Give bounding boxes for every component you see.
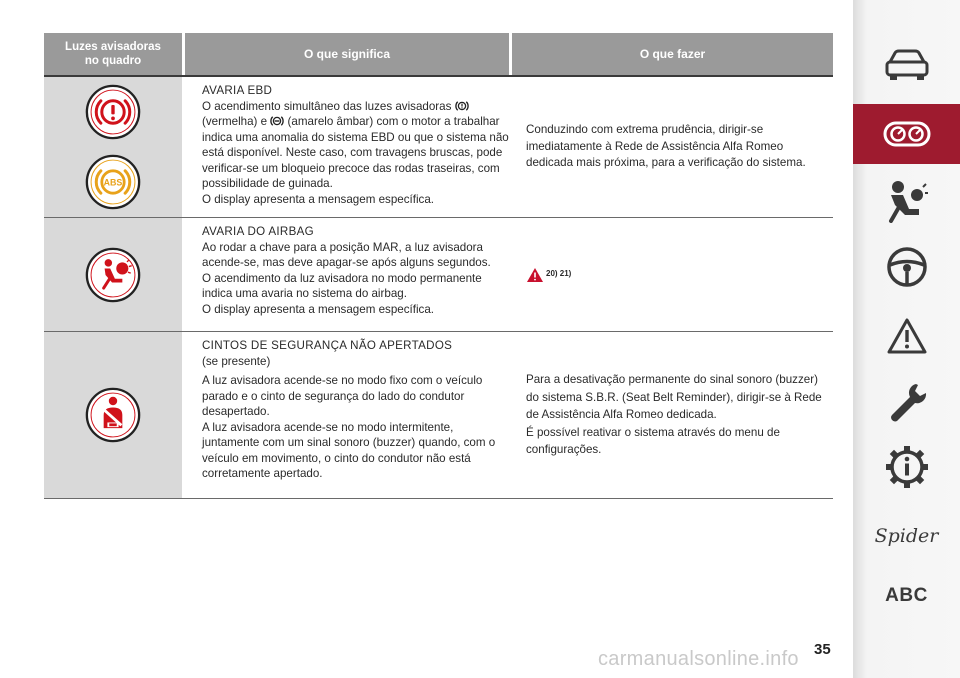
nav-car[interactable]: [853, 36, 960, 94]
seatbelt-action: [520, 332, 833, 498]
dashboard-icon: [883, 121, 931, 147]
ebd-action-line1: Conduzindo com extrema prudência, dirigir-se: [526, 123, 764, 137]
ebd-action-line3: dedicada mais próxima, para a verificação do sistema.: [526, 156, 806, 170]
seatbelt-meaning-line3: desapertado.: [202, 405, 270, 418]
airbag-meaning-line2: acende-se, mas deve apagar-se após alguns segundos.: [202, 256, 491, 269]
airbag-warning-icon: [85, 247, 141, 303]
car-icon: [884, 48, 930, 82]
table-header: [44, 33, 833, 75]
info-gear-icon: [885, 445, 929, 489]
airbag-icon-cell: [44, 218, 182, 331]
seatbelt-title: CINTOS DE SEGURANÇA NÃO APERTADOS: [202, 339, 453, 352]
nav-spider-logo[interactable]: [853, 518, 960, 554]
warning-triangle-icon: [886, 317, 928, 355]
wrench-icon: [886, 381, 928, 425]
nav-dashboard[interactable]: [853, 104, 960, 164]
ebd-meaning-line1: [202, 99, 514, 115]
ebd-meaning-line5: verificar-se um bloqueio precoce das rodas traseiras, com: [202, 161, 500, 175]
nav-maintenance[interactable]: [853, 376, 960, 430]
ebd-meaning-l2b: (amarelo âmbar) com o motor a trabalhar: [287, 115, 500, 128]
seat-safety-icon: [885, 179, 929, 223]
ebd-icons-cell: [44, 77, 182, 217]
seatbelt-icon-cell: [44, 332, 182, 498]
header-col1-line1: Luzes avisadoras: [65, 41, 161, 53]
abs-warning-icon: [85, 154, 141, 210]
ebd-meaning-line4: está disponível. Neste caso, com travagens bruscas, pode: [202, 146, 503, 159]
warning-reference: [526, 266, 825, 283]
steering-wheel-icon: [886, 246, 928, 288]
airbag-title: AVARIA DO AIRBAG: [202, 225, 314, 238]
ebd-action-line2: imediatamente à Rede de Assistência Alfa Romeo: [526, 139, 784, 153]
seatbelt-meaning-line7: corretamente apertado.: [202, 467, 323, 480]
ebd-meaning: [182, 77, 520, 217]
seatbelt-warning-icon: [85, 387, 141, 443]
spider-logo: Spider: [874, 525, 939, 547]
seatbelt-action-line3: de Assistência Alfa Romeo dedicada.: [526, 408, 717, 422]
abc-index-label: ABC: [885, 585, 928, 606]
page-number: 35: [814, 641, 831, 658]
ebd-title: AVARIA EBD: [202, 84, 273, 97]
seatbelt-action-line1: Para a desativação permanente do sinal sonoro (buzzer): [526, 373, 818, 387]
seatbelt-meaning-line5: juntamente com um sinal sonoro (buzzer) quando, com o: [202, 436, 496, 449]
ebd-action: [520, 77, 833, 217]
seatbelt-action-line2: do sistema S.B.R. (Seat Belt Reminder), dirigir-se à Rede: [526, 390, 822, 404]
brake-warning-icon: [85, 84, 141, 140]
header-action: O que fazer: [512, 33, 833, 75]
airbag-action: [520, 218, 833, 331]
table-row-ebd: [44, 77, 833, 218]
seatbelt-meaning-line2: parado e o cinto de segurança do lado do condutor: [202, 389, 465, 403]
ebd-meaning-l2a: (vermelha) e: [202, 115, 268, 128]
ebd-meaning-line3: indica uma anomalia do sistema EBD ou que o sistema não: [202, 130, 509, 144]
warning-refs-text: 20) 21): [546, 269, 572, 279]
header-col1-line2: no quadro: [84, 55, 142, 67]
nav-technical-data[interactable]: [853, 440, 960, 494]
nav-driving[interactable]: [853, 240, 960, 294]
nav-emergency[interactable]: [853, 310, 960, 362]
table-row-airbag: [44, 218, 833, 332]
airbag-meaning-line5: O display apresenta a mensagem específica.: [202, 302, 434, 316]
abs-inline-icon: [270, 115, 284, 127]
seatbelt-meaning-line1: A luz avisadora acende-se no modo fixo com o veículo: [202, 374, 483, 387]
airbag-meaning-line4: indica uma avaria no sistema do airbag.: [202, 287, 407, 300]
nav-index[interactable]: [853, 580, 960, 612]
ebd-meaning-line6: possibilidade de guinada.: [202, 177, 333, 190]
seatbelt-action-line4: É possível reativar o sistema através do menu de: [526, 425, 780, 439]
seatbelt-meaning: [182, 332, 520, 498]
ebd-meaning-line2: [202, 114, 514, 130]
airbag-meaning: [182, 218, 520, 331]
airbag-meaning-line1: Ao rodar a chave para a posição MAR, a luz avisadora: [202, 240, 483, 254]
chapter-sidebar: [853, 0, 960, 678]
warning-triangle-small-icon: [526, 267, 544, 283]
seatbelt-subtitle: (se presente): [202, 354, 271, 368]
airbag-meaning-line3: O acendimento da luz avisadora no modo permanente: [202, 271, 482, 285]
warning-lights-table: [44, 33, 833, 499]
seatbelt-action-line5: configurações.: [526, 443, 602, 457]
table-row-seatbelt: [44, 332, 833, 499]
brake-inline-icon: [455, 100, 469, 112]
seatbelt-meaning-line6: veículo em movimento, o cinto do condutor não está: [202, 451, 471, 465]
ebd-meaning-l1a: O acendimento simultâneo das luzes avisadoras: [202, 99, 452, 113]
abs-icon-label: ABS: [103, 177, 123, 188]
seatbelt-meaning-line4: A luz avisadora acende-se no modo intermitente,: [202, 420, 454, 434]
watermark: carmanualsonline.info: [598, 648, 799, 670]
header-meaning: O que significa: [185, 33, 509, 75]
ebd-meaning-line7: O display apresenta a mensagem específica.: [202, 192, 434, 206]
nav-safety[interactable]: [853, 176, 960, 226]
header-warning-lights: [44, 33, 182, 75]
